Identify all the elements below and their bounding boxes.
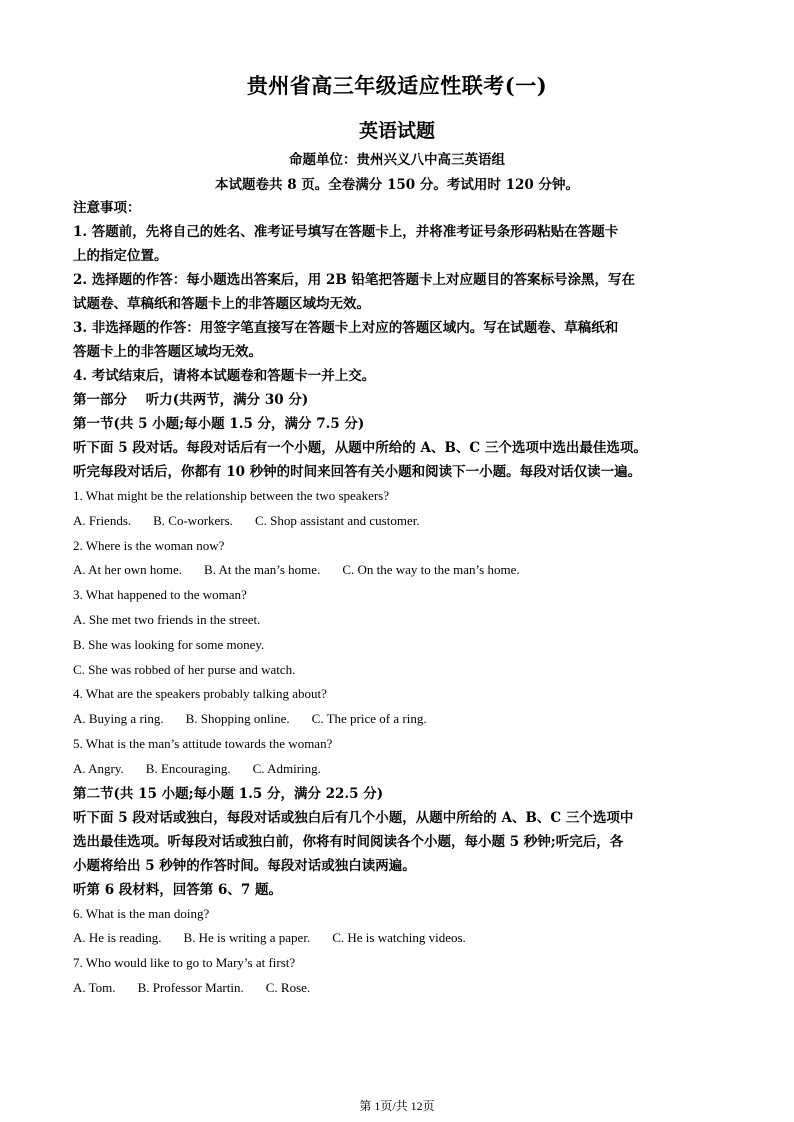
section2-instruction: 听下面 5 段对话或独白，每段对话或独白后有几个小题，从题中所给的 A、B、C 三个选项中 bbox=[73, 809, 634, 826]
exam-title: 贵州省高三年级适应性联考(一) bbox=[246, 73, 548, 98]
section1-heading: 第一节(共 5 小题;每小题 1.5 分，满分 7.5 分) bbox=[73, 416, 365, 432]
question-text: 2. Where is the woman now? bbox=[73, 537, 225, 553]
notes-line: 3. 非选择题的作答：用签字笔直接写在答题卡上对应的答题区域内。写在试题卷、草稿纸和 bbox=[73, 320, 619, 336]
question-4 bbox=[73, 682, 725, 732]
question-text: 5. What is the man’s attitude towards the woman? bbox=[73, 735, 333, 751]
option-c: C. He is watching videos. bbox=[332, 930, 466, 946]
option-a: A. At her own home. bbox=[73, 562, 183, 578]
question-text: 3. What happened to the woman? bbox=[73, 587, 247, 603]
question-options bbox=[73, 558, 725, 583]
part1-heading: 第一部分 听力(共两节，满分 30 分) bbox=[73, 392, 309, 408]
notes-line: 1. 答题前，先将自己的姓名、准考证号填写在答题卡上，并将准考证号条形码粘贴在答题卡 bbox=[73, 224, 619, 240]
exam-info-line: 本试题卷共 8 页。全卷满分 150 分。考试用时 120 分钟。 bbox=[215, 177, 579, 193]
section1-instruction: 听完每段对话后，你都有 10 秒钟的时间来回答有关小题和阅读下一小题。每段对话仅读一遍。 bbox=[73, 464, 642, 480]
question-1 bbox=[73, 484, 725, 534]
question-5 bbox=[73, 732, 725, 782]
question-options bbox=[73, 707, 725, 732]
option-a: A. He is reading. bbox=[73, 930, 162, 946]
question-options bbox=[73, 976, 725, 1001]
option-c: C. She was robbed of her purse and watch. bbox=[73, 661, 296, 677]
section2-instruction: 小题将给出 5 秒钟的作答时间。每段对话或独白读两遍。 bbox=[73, 857, 416, 874]
question-options bbox=[73, 509, 725, 534]
question-text: 7. Who would like to go to Mary’s at first? bbox=[73, 955, 296, 971]
option-b: B. Encouraging. bbox=[145, 760, 231, 776]
section2-heading: 第二节(共 15 小题;每小题 1.5 分，满分 22.5 分) bbox=[73, 785, 384, 802]
option-a: A. Friends. bbox=[73, 512, 132, 528]
option-b: B. Co-workers. bbox=[153, 512, 233, 528]
option-c: C. Rose. bbox=[265, 979, 311, 995]
section2-instruction: 选出最佳选项。听每段对话或独白前，你将有时间阅读各个小题，每小题 5 秒钟;听完后，各 bbox=[73, 833, 624, 850]
option-b: B. Shopping online. bbox=[185, 711, 290, 727]
question-3 bbox=[73, 583, 725, 682]
question-text: 1. What might be the relationship between the two speakers? bbox=[73, 488, 389, 503]
notes-heading: 注意事项： bbox=[73, 200, 141, 216]
option-a: A. Angry. bbox=[73, 760, 124, 776]
notes-line: 上的指定位置。 bbox=[73, 248, 168, 264]
exam-content bbox=[73, 196, 725, 1001]
section1-instruction: 听下面 5 段对话。每段对话后有一个小题，从题中所给的 A、B、C 三个选项中选出最佳选项。 bbox=[73, 440, 647, 456]
option-c: C. Admiring. bbox=[252, 760, 321, 776]
question-text: 6. What is the man doing? bbox=[73, 905, 210, 921]
notes-line: 试题卷、草稿纸和答题卡上的非答题区域均无效。 bbox=[73, 296, 370, 312]
question-options bbox=[73, 926, 725, 951]
question-options bbox=[73, 757, 725, 782]
option-c: C. Shop assistant and customer. bbox=[254, 512, 420, 528]
notes-section bbox=[73, 196, 725, 388]
notes-line: 答题卡上的非答题区域均无效。 bbox=[73, 344, 262, 360]
exam-subtitle: 英语试题 bbox=[358, 120, 435, 142]
option-b: B. He is writing a paper. bbox=[183, 930, 311, 946]
option-a: A. Tom. bbox=[73, 979, 116, 995]
question-7 bbox=[73, 951, 725, 1001]
option-b: B. Professor Martin. bbox=[137, 979, 244, 995]
question-text: 4. What are the speakers probably talking about? bbox=[73, 686, 327, 702]
question-2 bbox=[73, 534, 725, 584]
page-number: 第 1页/共 12页 bbox=[359, 1099, 435, 1113]
author-line: 命题单位：贵州兴义八中高三英语组 bbox=[289, 152, 505, 168]
option-a: A. Buying a ring. bbox=[73, 711, 164, 727]
option-a: A. She met two friends in the street. bbox=[73, 611, 261, 627]
option-c: C. The price of a ring. bbox=[311, 711, 427, 727]
option-b: B. At the man’s home. bbox=[204, 562, 321, 578]
notes-line: 4. 考试结束后，请将本试题卷和答题卡一并上交。 bbox=[73, 368, 376, 384]
option-b: B. She was looking for some money. bbox=[73, 636, 265, 652]
material-6-heading: 听第 6 段材料，回答第 6、7 题。 bbox=[73, 881, 282, 898]
option-c: C. On the way to the man’s home. bbox=[342, 562, 520, 578]
notes-line: 2. 选择题的作答：每小题选出答案后，用 2B 铅笔把答题卡上对应题目的答案标号涂黑，写在 bbox=[73, 272, 635, 288]
question-6 bbox=[73, 902, 725, 952]
